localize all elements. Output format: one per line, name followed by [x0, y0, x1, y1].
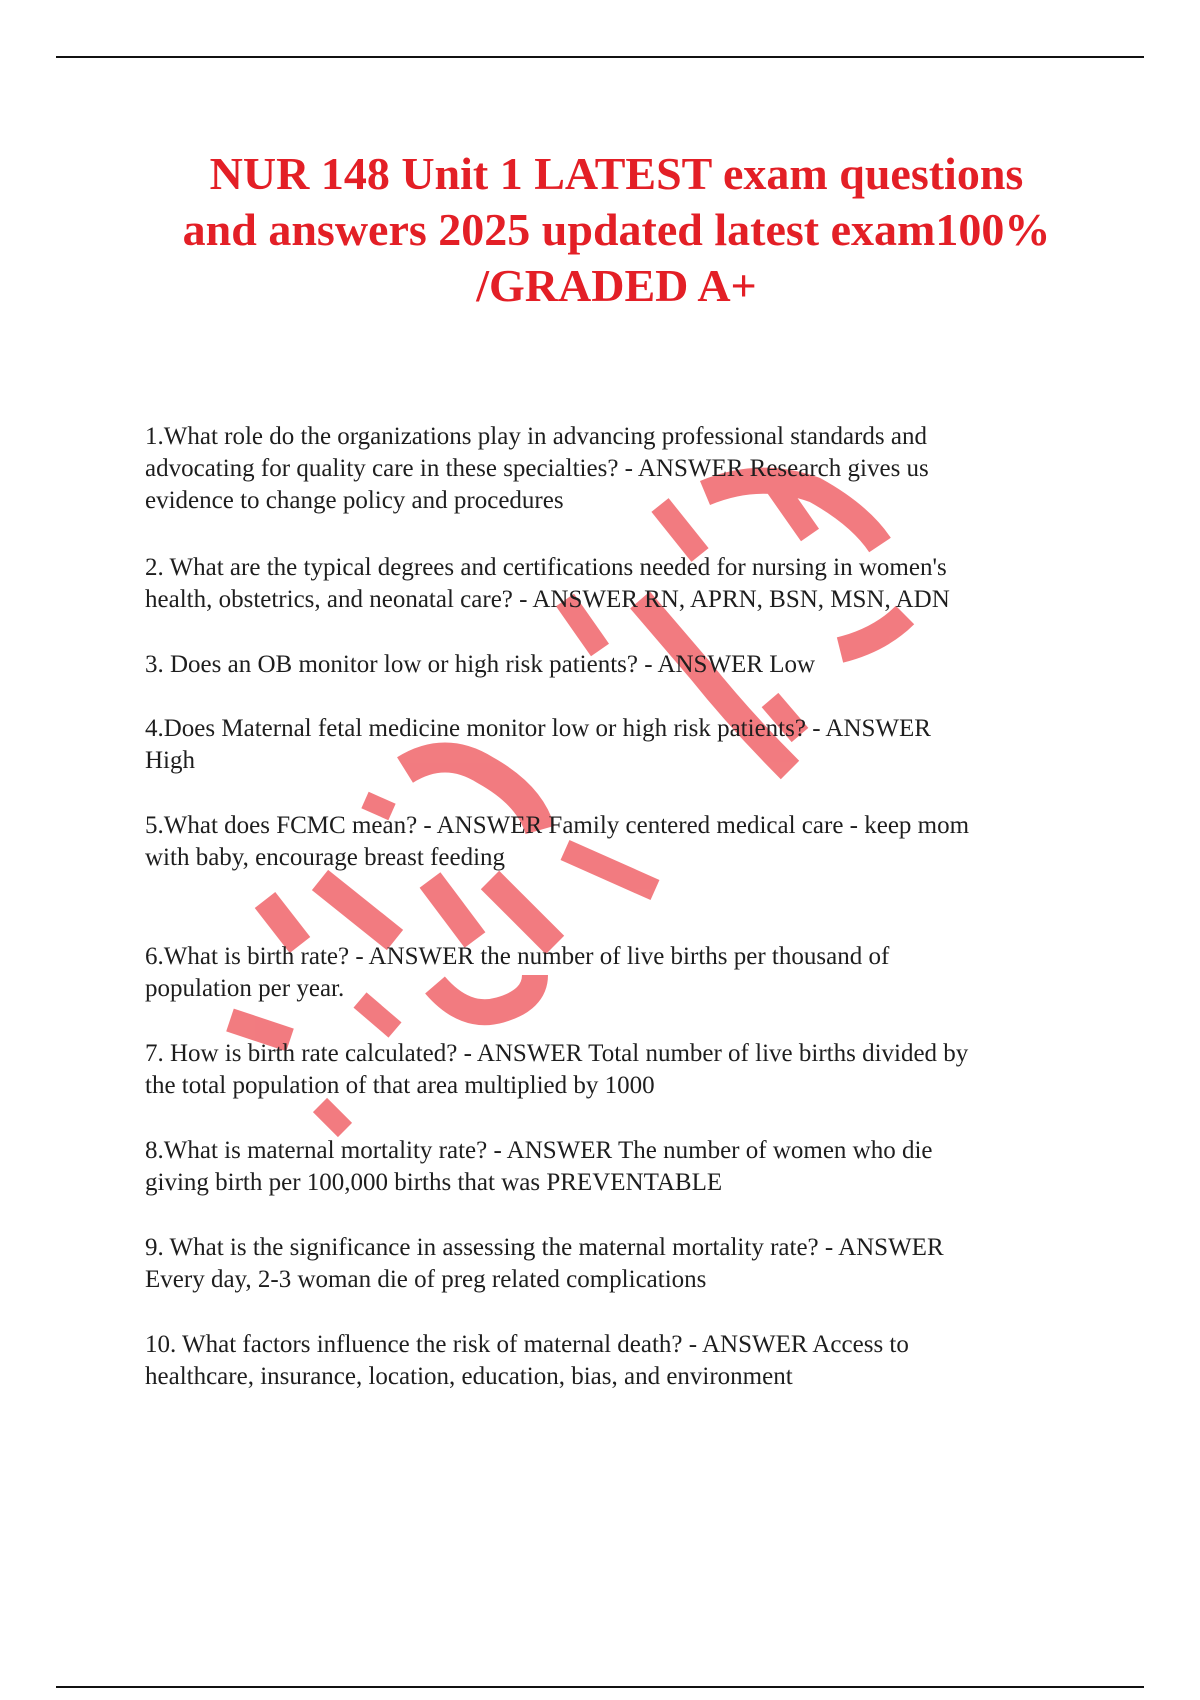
qa-item	[145, 713, 931, 777]
qa-item	[145, 1232, 944, 1296]
qa-item	[145, 941, 889, 1005]
qa-line: giving birth per 100,000 births that was PREVENTABLE	[145, 1169, 723, 1196]
title-line: /GRADED A+	[476, 260, 757, 311]
qa-item	[145, 421, 929, 517]
qa-line: 8.What is maternal mortality rate? - ANSWER The number of women who die	[145, 1137, 933, 1164]
qa-line: 1.What role do the organizations play in advancing professional standards and	[145, 423, 927, 450]
qa-item	[145, 1329, 909, 1393]
qa-item	[145, 649, 815, 681]
document-title	[120, 146, 1113, 314]
bottom-rule	[56, 1686, 1144, 1688]
title-line: NUR 148 Unit 1 LATEST exam questions	[209, 148, 1024, 199]
qa-line: 2. What are the typical degrees and certifications needed for nursing in women's	[145, 554, 947, 581]
qa-line: population per year.	[145, 975, 345, 1002]
qa-line: 10. What factors influence the risk of maternal death? - ANSWER Access to	[145, 1331, 909, 1358]
top-rule	[56, 56, 1144, 58]
qa-line: Every day, 2-3 woman die of preg related complications	[145, 1266, 707, 1293]
qa-item	[145, 810, 969, 874]
qa-line: healthcare, insurance, location, education, bias, and environment	[145, 1363, 793, 1390]
qa-line: health, obstetrics, and neonatal care? - ANSWER RN, APRN, BSN, MSN, ADN	[145, 586, 950, 613]
qa-line: 6.What is birth rate? - ANSWER the number of live births per thousand of	[145, 943, 890, 970]
qa-item	[145, 552, 950, 616]
qa-line: advocating for quality care in these specialties? - ANSWER Research gives us	[145, 455, 929, 482]
qa-line: 9. What is the significance in assessing the maternal mortality rate? - ANSWER	[145, 1234, 944, 1261]
qa-line: 7. How is birth rate calculated? - ANSWER Total number of live births divided by	[145, 1040, 969, 1067]
qa-line: 5.What does FCMC mean? - ANSWER Family centered medical care - keep mom	[145, 812, 970, 839]
qa-item	[145, 1135, 933, 1199]
qa-line: evidence to change policy and procedures	[145, 487, 564, 514]
qa-line: the total population of that area multiplied by 1000	[145, 1072, 655, 1099]
title-line: and answers 2025 updated latest exam100%	[182, 204, 1051, 255]
qa-item	[145, 1038, 968, 1102]
qa-line: 4.Does Maternal fetal medicine monitor low or high risk patients? - ANSWER	[145, 715, 931, 742]
qa-line: 3. Does an OB monitor low or high risk patients? - ANSWER Low	[145, 651, 816, 678]
qa-line: with baby, encourage breast feeding	[145, 844, 506, 871]
qa-line: High	[145, 747, 195, 774]
